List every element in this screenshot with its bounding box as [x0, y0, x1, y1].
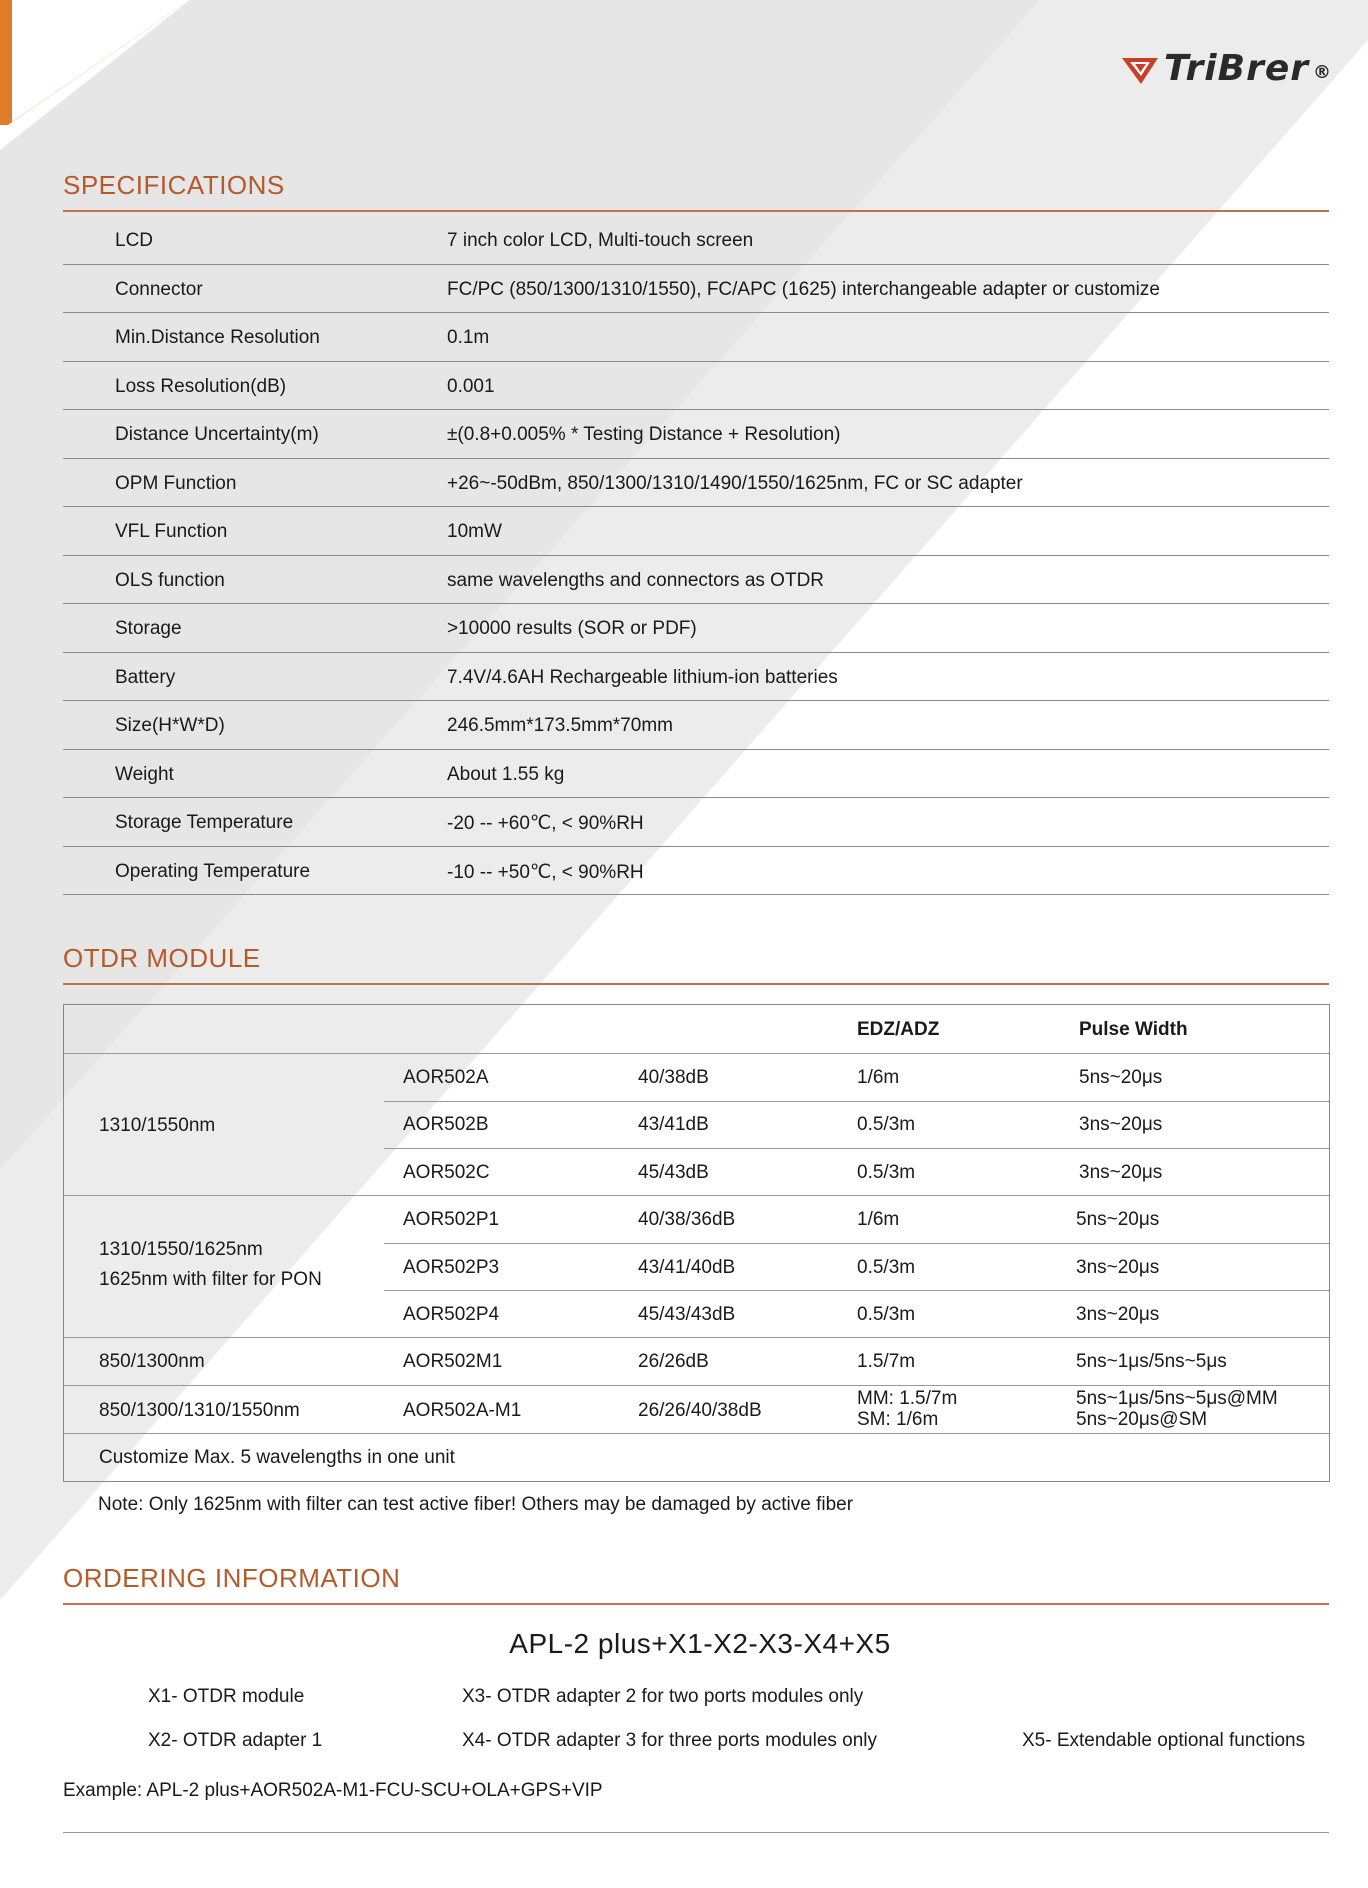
module-model: AOR502P4 — [403, 1304, 500, 1325]
dynamic-range: 26/26/40/38dB — [638, 1400, 762, 1421]
spec-value: ±(0.8+0.005% * Testing Distance + Resolution) — [447, 424, 841, 445]
order-x2: X2- OTDR adapter 1 — [148, 1730, 323, 1751]
active-fiber-note: Note: Only 1625nm with filter can test active fiber! Others may be damaged by active fiber — [98, 1494, 854, 1515]
spec-label: Connector — [115, 278, 203, 300]
dynamic-range: 26/26dB — [638, 1351, 709, 1372]
spec-value: >10000 results (SOR or PDF) — [447, 618, 697, 639]
module-model: AOR502C — [403, 1162, 490, 1183]
spec-value: -20 -- +60℃, < 90%RH — [447, 813, 644, 834]
brand-logo — [1120, 48, 1332, 89]
edz-adz-value: 1.5/7m — [857, 1351, 916, 1372]
bottom-divider — [63, 1832, 1329, 1833]
spec-label: Distance Uncertainty(m) — [115, 424, 319, 445]
registered-mark: ® — [1313, 62, 1332, 83]
corner-accent — [0, 0, 200, 140]
row-divider — [384, 1290, 1329, 1291]
wavelength-group: 850/1300/1310/1550nm — [99, 1400, 300, 1421]
wavelength-group: 1310/1550nm — [99, 1115, 216, 1136]
spec-row — [63, 507, 1329, 556]
spec-label: OPM Function — [115, 472, 237, 494]
spec-label: Size(H*W*D) — [115, 715, 225, 736]
otdr-module-title: OTDR MODULE — [63, 943, 1329, 985]
ordering-code: APL-2 plus+X1-X2-X3-X4+X5 — [509, 1628, 891, 1659]
module-model: AOR502A-M1 — [403, 1400, 522, 1421]
edz-adz-value: 0.5/3m — [857, 1304, 916, 1325]
spec-row — [63, 556, 1329, 605]
dynamic-range: 43/41/40dB — [638, 1257, 736, 1278]
edz-adz-value: MM: 1.5/7m — [857, 1388, 958, 1409]
spec-row — [63, 265, 1329, 314]
spec-label: LCD — [115, 230, 154, 251]
spec-label: Storage Temperature — [115, 812, 294, 833]
spec-value: 0.001 — [447, 375, 495, 397]
specifications-table — [63, 216, 1329, 895]
spec-label: OLS function — [115, 569, 225, 591]
pulse-width-value: 5ns~20μs — [1079, 1067, 1163, 1088]
module-model: AOR502M1 — [403, 1351, 503, 1372]
spec-label: Battery — [115, 666, 176, 688]
order-x5: X5- Extendable optional functions — [1022, 1730, 1306, 1751]
spec-value: About 1.55 kg — [447, 763, 565, 785]
spec-label: Storage — [115, 618, 182, 639]
edz-adz-value: 1/6m — [857, 1209, 900, 1230]
spec-row — [63, 362, 1329, 411]
wavelength-group: 1310/1550/1625nm — [99, 1239, 263, 1260]
pulse-width-value: 3ns~20μs — [1079, 1114, 1163, 1135]
edz-adz-value: 0.5/3m — [857, 1114, 916, 1135]
spec-row — [63, 604, 1329, 653]
spec-value: 7 inch color LCD, Multi-touch screen — [447, 230, 754, 251]
spec-label: Min.Distance Resolution — [115, 327, 320, 348]
row-divider — [384, 1243, 1329, 1244]
row-divider — [384, 1101, 1329, 1102]
edz-adz-value: SM: 1/6m — [857, 1409, 939, 1430]
spec-row — [63, 847, 1329, 896]
module-model: AOR502B — [403, 1114, 489, 1135]
spec-label: Weight — [115, 763, 174, 785]
tribrer-logo-mark-icon — [1120, 52, 1160, 86]
pulse-width-value: 5ns~1μs/5ns~5μs — [1076, 1351, 1227, 1372]
module-model: AOR502P1 — [403, 1209, 500, 1230]
otdr-module-table — [63, 1004, 1330, 1482]
spec-value: 10mW — [447, 521, 502, 542]
edz-adz-value: 1/6m — [857, 1067, 900, 1088]
spec-label: Loss Resolution(dB) — [115, 375, 287, 397]
edz-adz-value: 0.5/3m — [857, 1162, 916, 1183]
spec-row — [63, 653, 1329, 702]
pulse-width-value: 3ns~20μs — [1076, 1304, 1160, 1325]
spec-value: 7.4V/4.6AH Rechargeable lithium-ion batteries — [447, 666, 838, 688]
header-pulse-width: Pulse Width — [1079, 1019, 1188, 1040]
row-divider — [64, 1385, 1329, 1386]
spec-row — [63, 459, 1329, 508]
spec-row — [63, 216, 1329, 265]
row-divider — [384, 1148, 1329, 1149]
pulse-width-value: 5ns~20μs@SM — [1076, 1409, 1208, 1430]
specifications-title: SPECIFICATIONS — [63, 170, 1329, 212]
order-example: Example: APL-2 plus+AOR502A-M1-FCU-SCU+OLA+GPS+VIP — [63, 1780, 603, 1801]
dynamic-range: 40/38/36dB — [638, 1209, 736, 1230]
dynamic-range: 40/38dB — [638, 1067, 709, 1088]
brand-name: TriBrer — [1163, 48, 1309, 89]
spec-value: -10 -- +50℃, < 90%RH — [447, 861, 644, 883]
row-divider — [64, 1433, 1329, 1434]
pulse-width-value: 3ns~20μs — [1076, 1257, 1160, 1278]
pulse-width-value: 5ns~1μs/5ns~5μs@MM — [1076, 1388, 1278, 1409]
spec-label: VFL Function — [115, 521, 228, 542]
spec-row — [63, 798, 1329, 847]
wavelength-group-note: 1625nm with filter for PON — [99, 1269, 322, 1290]
row-divider — [64, 1053, 1329, 1054]
spec-row — [63, 313, 1329, 362]
spec-row — [63, 701, 1329, 750]
module-model: AOR502A — [403, 1067, 489, 1088]
order-x3: X3- OTDR adapter 2 for two ports modules only — [462, 1686, 864, 1707]
dynamic-range: 43/41dB — [638, 1114, 709, 1135]
dynamic-range: 45/43/43dB — [638, 1304, 736, 1325]
module-model: AOR502P3 — [403, 1257, 500, 1278]
edz-adz-value: 0.5/3m — [857, 1257, 916, 1278]
spec-label: Operating Temperature — [115, 860, 311, 882]
wavelength-group: 850/1300nm — [99, 1351, 205, 1372]
spec-value: 246.5mm*173.5mm*70mm — [447, 715, 673, 736]
pulse-width-value: 3ns~20μs — [1079, 1162, 1163, 1183]
order-x1: X1- OTDR module — [148, 1686, 305, 1707]
spec-row — [63, 750, 1329, 799]
header-edz-adz: EDZ/ADZ — [857, 1019, 940, 1040]
spec-row — [63, 410, 1329, 459]
row-divider — [64, 1195, 1329, 1196]
row-divider — [64, 1337, 1329, 1338]
order-x4: X4- OTDR adapter 3 for three ports modules only — [462, 1730, 878, 1751]
spec-value: 0.1m — [447, 327, 490, 348]
pulse-width-value: 5ns~20μs — [1076, 1209, 1160, 1230]
spec-value: +26~-50dBm, 850/1300/1310/1490/1550/1625nm, FC or SC adapter — [447, 472, 1023, 494]
spec-value: FC/PC (850/1300/1310/1550), FC/APC (1625) interchangeable adapter or customize — [447, 278, 1160, 300]
customize-note: Customize Max. 5 wavelengths in one unit — [99, 1447, 455, 1468]
spec-value: same wavelengths and connectors as OTDR — [447, 569, 825, 591]
ordering-information-title: ORDERING INFORMATION — [63, 1563, 1329, 1605]
dynamic-range: 45/43dB — [638, 1162, 709, 1183]
